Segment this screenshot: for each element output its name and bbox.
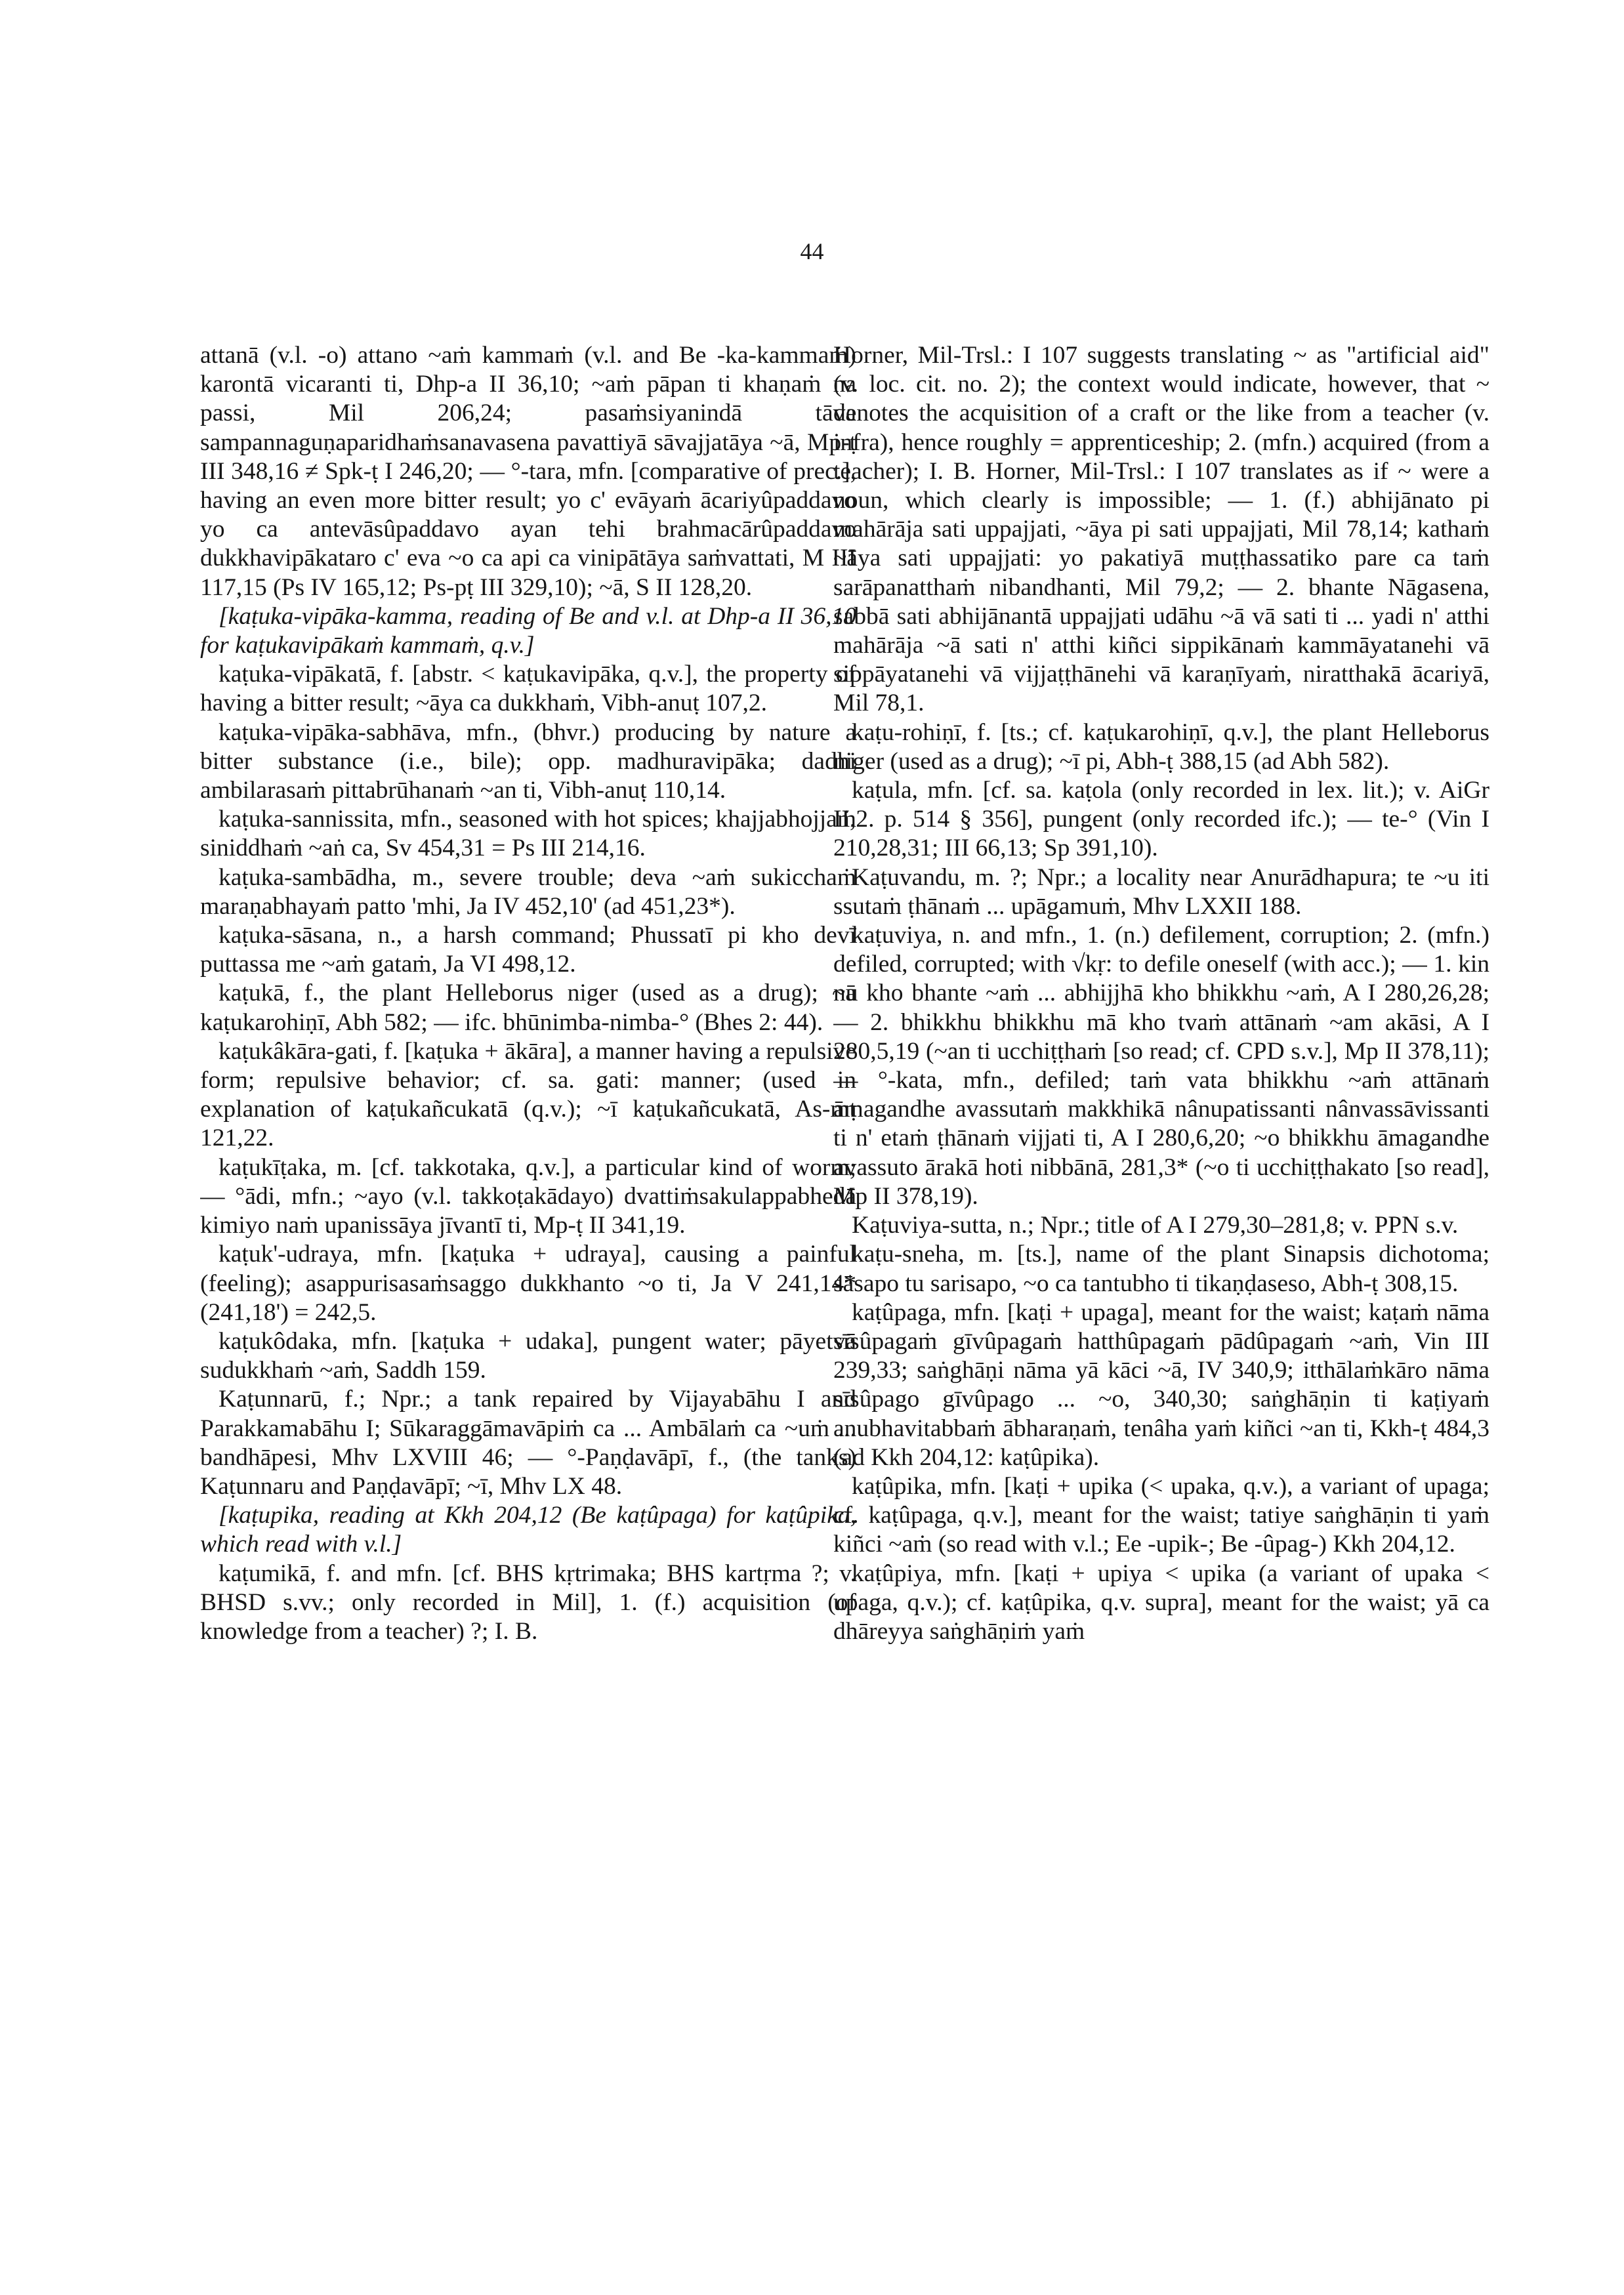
dictionary-entry: kaṭuk'-udraya, mfn. [kaṭuka + udraya], causing a painful (feeling); asappurisasaṁsaggo dukkhanto ~o ti, Ja V 241,14* (241,18') = 242,5.: [200, 1241, 856, 1326]
right-column: [833, 341, 1489, 2277]
dictionary-entry: Kaṭuvandu, m. ?; Npr.; a locality near Anurādhapura; te ~u iti ssutaṁ ṭhānaṁ ... upāgamuṁ, Mhv LXXII 188.: [833, 863, 1489, 920]
dictionary-entry: kaṭuka-sannissita, mfn., seasoned with hot spices; khajjabhojjaṁ siniddhaṁ ~aṅ ca, Sv 454,31 = Ps III 214,16.: [200, 806, 856, 862]
dictionary-entry: kaṭuka-vipākatā, f. [abstr. < kaṭukavipāka, q.v.], the property of having a bitter result; ~āya ca dukkhaṁ, Vibh-anuṭ 107,2.: [200, 661, 856, 717]
dictionary-entry: attanā (v.l. -o) attano ~aṁ kammaṁ (v.l. and Be -ka-kammaṁ) karontā vicaranti ti, Dhp-a II 36,10; ~aṁ pāpan ti khaṇaṁ na passi, Mil 206,24; pasaṁsiyanindā tāva sampannaguṇaparidhaṁsanavasena pavattiyā sāvajjatāya ~ā, Mp-ṭ III 348,16 ≠ Spk-ṭ I 246,20; — °-tara, mfn. [comparative of prec.], having an even more bitter result; yo c' evāyaṁ ācariyûpaddavo yo ca antevāsûpaddavo ayan tehi brahmacārûpaddavo dukkhavipākataro c' eva ~o ca api ca vinipātāya saṁvattati, M III 117,15 (Ps IV 165,12; Ps-pṭ III 329,10); ~ā, S II 128,20.: [200, 342, 856, 601]
dictionary-entry: kaṭukīṭaka, m. [cf. takkotaka, q.v.], a particular kind of worm; — °ādi, mfn.; ~ayo (v.l. takkoṭakādayo) dvattiṁsakulappabhedā kimiyo naṁ upanissāya jīvantī ti, Mp-ṭ II 341,19.: [200, 1153, 856, 1239]
dictionary-entry: kaṭuka-vipāka-sabhāva, mfn., (bhvr.) producing by nature a bitter substance (i.e., bile); opp. madhuravipāka; dadhi ambilarasaṁ pittabrūhanaṁ ~an ti, Vibh-anuṭ 110,14.: [200, 718, 856, 804]
dictionary-note: [kaṭuka-vipāka-kamma, reading of Be and v.l. at Dhp-a II 36,10 for kaṭukavipākaṁ kammaṁ, q.v.]: [200, 602, 856, 659]
dictionary-entry: kaṭûpika, mfn. [kaṭi + upika (< upaka, q.v.), a variant of upaga; cf. kaṭûpaga, q.v.], meant for the waist; tatiye saṅghāṇin ti yaṁ kiñci ~aṁ (so read with v.l.; Ee -upik-; Be -ûpag-) Kkh 204,12.: [833, 1472, 1489, 1558]
page-number: 44: [800, 238, 824, 264]
dictionary-entry: Horner, Mil-Trsl.: I 107 suggests translating ~ as "artificial aid" (v. loc. cit. no. 2); the context would indicate, however, that ~ denotes the acquisition of a craft or the like from a teacher (v. infra), hence roughly = apprenticeship; 2. (mfn.) acquired (from a teacher); I. B. Horner, Mil-Trsl.: I 107 translates as if ~ were a noun, which clearly is impossible; — 1. (f.) abhijānato pi mahārāja sati uppajjati, ~āya pi sati uppajjati, Mil 78,14; kathaṁ ~āya sati uppajjati: yo pakatiyā muṭṭhassatiko pare ca taṁ sarāpanatthaṁ nibandhanti, Mil 79,2; — 2. bhante Nāgasena, sabbā sati abhijānantā uppajjati udāhu ~ā vā sati ti ... yadi n' atthi mahārāja ~ā sati n' atthi kiñci sippikānaṁ kammāyatanehi vā sippāyatanehi vā vijjaṭṭhānehi vā karaṇīyaṁ, niratthakā ācariyā, Mil 78,1.: [833, 342, 1489, 717]
dictionary-entry: kaṭukôdaka, mfn. [kaṭuka + udaka], pungent water; pāyetvā sudukkhaṁ ~aṁ, Saddh 159.: [200, 1327, 856, 1384]
dictionary-entry: Kaṭuviya-sutta, n.; Npr.; title of A I 279,30–281,8; v. PPN s.v.: [852, 1212, 1459, 1239]
dictionary-entry: kaṭûpiya, mfn. [kaṭi + upiya < upika (a variant of upaka < upaga, q.v.); cf. kaṭûpika, q.v. supra], meant for the waist; yā ca dhāreyya saṅghāṇiṁ yaṁ: [833, 1560, 1489, 1645]
dictionary-entry: kaṭukâkāra-gati, f. [kaṭuka + ākāra], a manner having a repulsive form; repulsive behavior; cf. sa. gati: manner; (used in explanation of kaṭukañcukatā (q.v.); ~ī kaṭukañcukatā, As-mṭ 121,22.: [200, 1037, 856, 1152]
dictionary-note: [kaṭupika, reading at Kkh 204,12 (Be kaṭûpaga) for kaṭûpika, which read with v.l.]: [200, 1502, 856, 1558]
dictionary-entry: kaṭula, mfn. [cf. sa. kaṭola (only recorded in lex. lit.); v. AiGr II,2. p. 514 § 356], pungent (only recorded ifc.); — te-° (Vin I 210,28,31; III 66,13; Sp 391,10).: [833, 777, 1489, 862]
dictionary-entry: kaṭumikā, f. and mfn. [cf. BHS kṛtrimaka; BHS kartṛma ?; v. BHSD s.vv.; only recorded in Mil], 1. (f.) acquisition (of knowledge from a teacher) ?; I. B.: [200, 1560, 856, 1645]
dictionary-entry: kaṭûpaga, mfn. [kaṭi + upaga], meant for the waist; kaṭaṁ nāma sīsûpagaṁ gīvûpagaṁ hatthûpagaṁ pādûpagaṁ ~aṁ, Vin III 239,33; saṅghāṇi nāma yā kāci ~ā, IV 340,9; itthālaṁkāro nāma sīsûpago gīvûpago ... ~o, 340,30; saṅghāṇin ti kaṭiyaṁ anubhavitabbaṁ ābharaṇaṁ, tenâha yaṁ kiñci ~an ti, Kkh-ṭ 484,3 (ad Kkh 204,12: kaṭûpika).: [833, 1298, 1489, 1471]
dictionary-entry: kaṭuka-sāsana, n., a harsh command; Phussatī pi kho devī puttassa me ~aṁ gataṁ, Ja VI 498,12.: [200, 922, 856, 978]
dictionary-entry: kaṭuka-sambādha, m., severe trouble; deva ~aṁ sukicchaṁ maraṇabhayaṁ patto 'mhi, Ja IV 452,10' (ad 451,23*).: [200, 863, 856, 920]
dictionary-entry: kaṭuviya, n. and mfn., 1. (n.) defilement, corruption; 2. (mfn.) defiled, corrupted; with √kṛ: to defile oneself (with acc.); — 1. kin nu kho bhante ~aṁ ... abhijjhā kho bhikkhu ~aṁ, A I 280,26,28; — 2. bhikkhu bhikkhu mā kho tvaṁ attānaṁ ~am akāsi, A I 280,5,19 (~an ti ucchiṭṭhaṁ [so read; cf. CPD s.v.], Mp II 378,11); — °-kata, mfn., defiled; taṁ vata bhikkhu ~aṁ attānaṁ āmagandhe avassutaṁ makkhikā nânupatissanti nânvassāvissanti ti n' etaṁ ṭhānaṁ vijjati ti, A I 280,6,20; ~o bhikkhu āmagandhe avassuto ārakā hoti nibbānā, 281,3* (~o ti ucchiṭṭhakato [so read], Mp II 378,19).: [833, 922, 1489, 1210]
dictionary-entry: kaṭukā, f., the plant Helleborus niger (used as a drug); ~ā kaṭukarohiṇī, Abh 582; — ifc. bhūnimba-nimba-° (Bhes 2: 44).: [200, 980, 856, 1036]
left-column: [200, 341, 856, 2277]
dictionary-entry: Kaṭunnarū, f.; Npr.; a tank repaired by Vijayabāhu I and Parakkamabāhu I; Sūkaraggāmavāpiṁ ca ... Ambālaṁ ca ~uṁ ... bandhāpesi, Mhv LXVIII 46; — °-Paṇḍavāpī, f., (the tanks) Kaṭunnaru and Paṇḍavāpī; ~ī, Mhv LX 48.: [200, 1386, 856, 1500]
dictionary-entry: kaṭu-sneha, m. [ts.], name of the plant Sinapsis dichotoma; sāsapo tu sarisapo, ~o ca tantubho ti tikaṇḍaseso, Abh-ṭ 308,15.: [833, 1241, 1489, 1297]
dictionary-entry: kaṭu-rohiṇī, f. [ts.; cf. kaṭukarohiṇī, q.v.], the plant Helleborus niger (used as a drug); ~ī pi, Abh-ṭ 388,15 (ad Abh 582).: [833, 718, 1489, 775]
